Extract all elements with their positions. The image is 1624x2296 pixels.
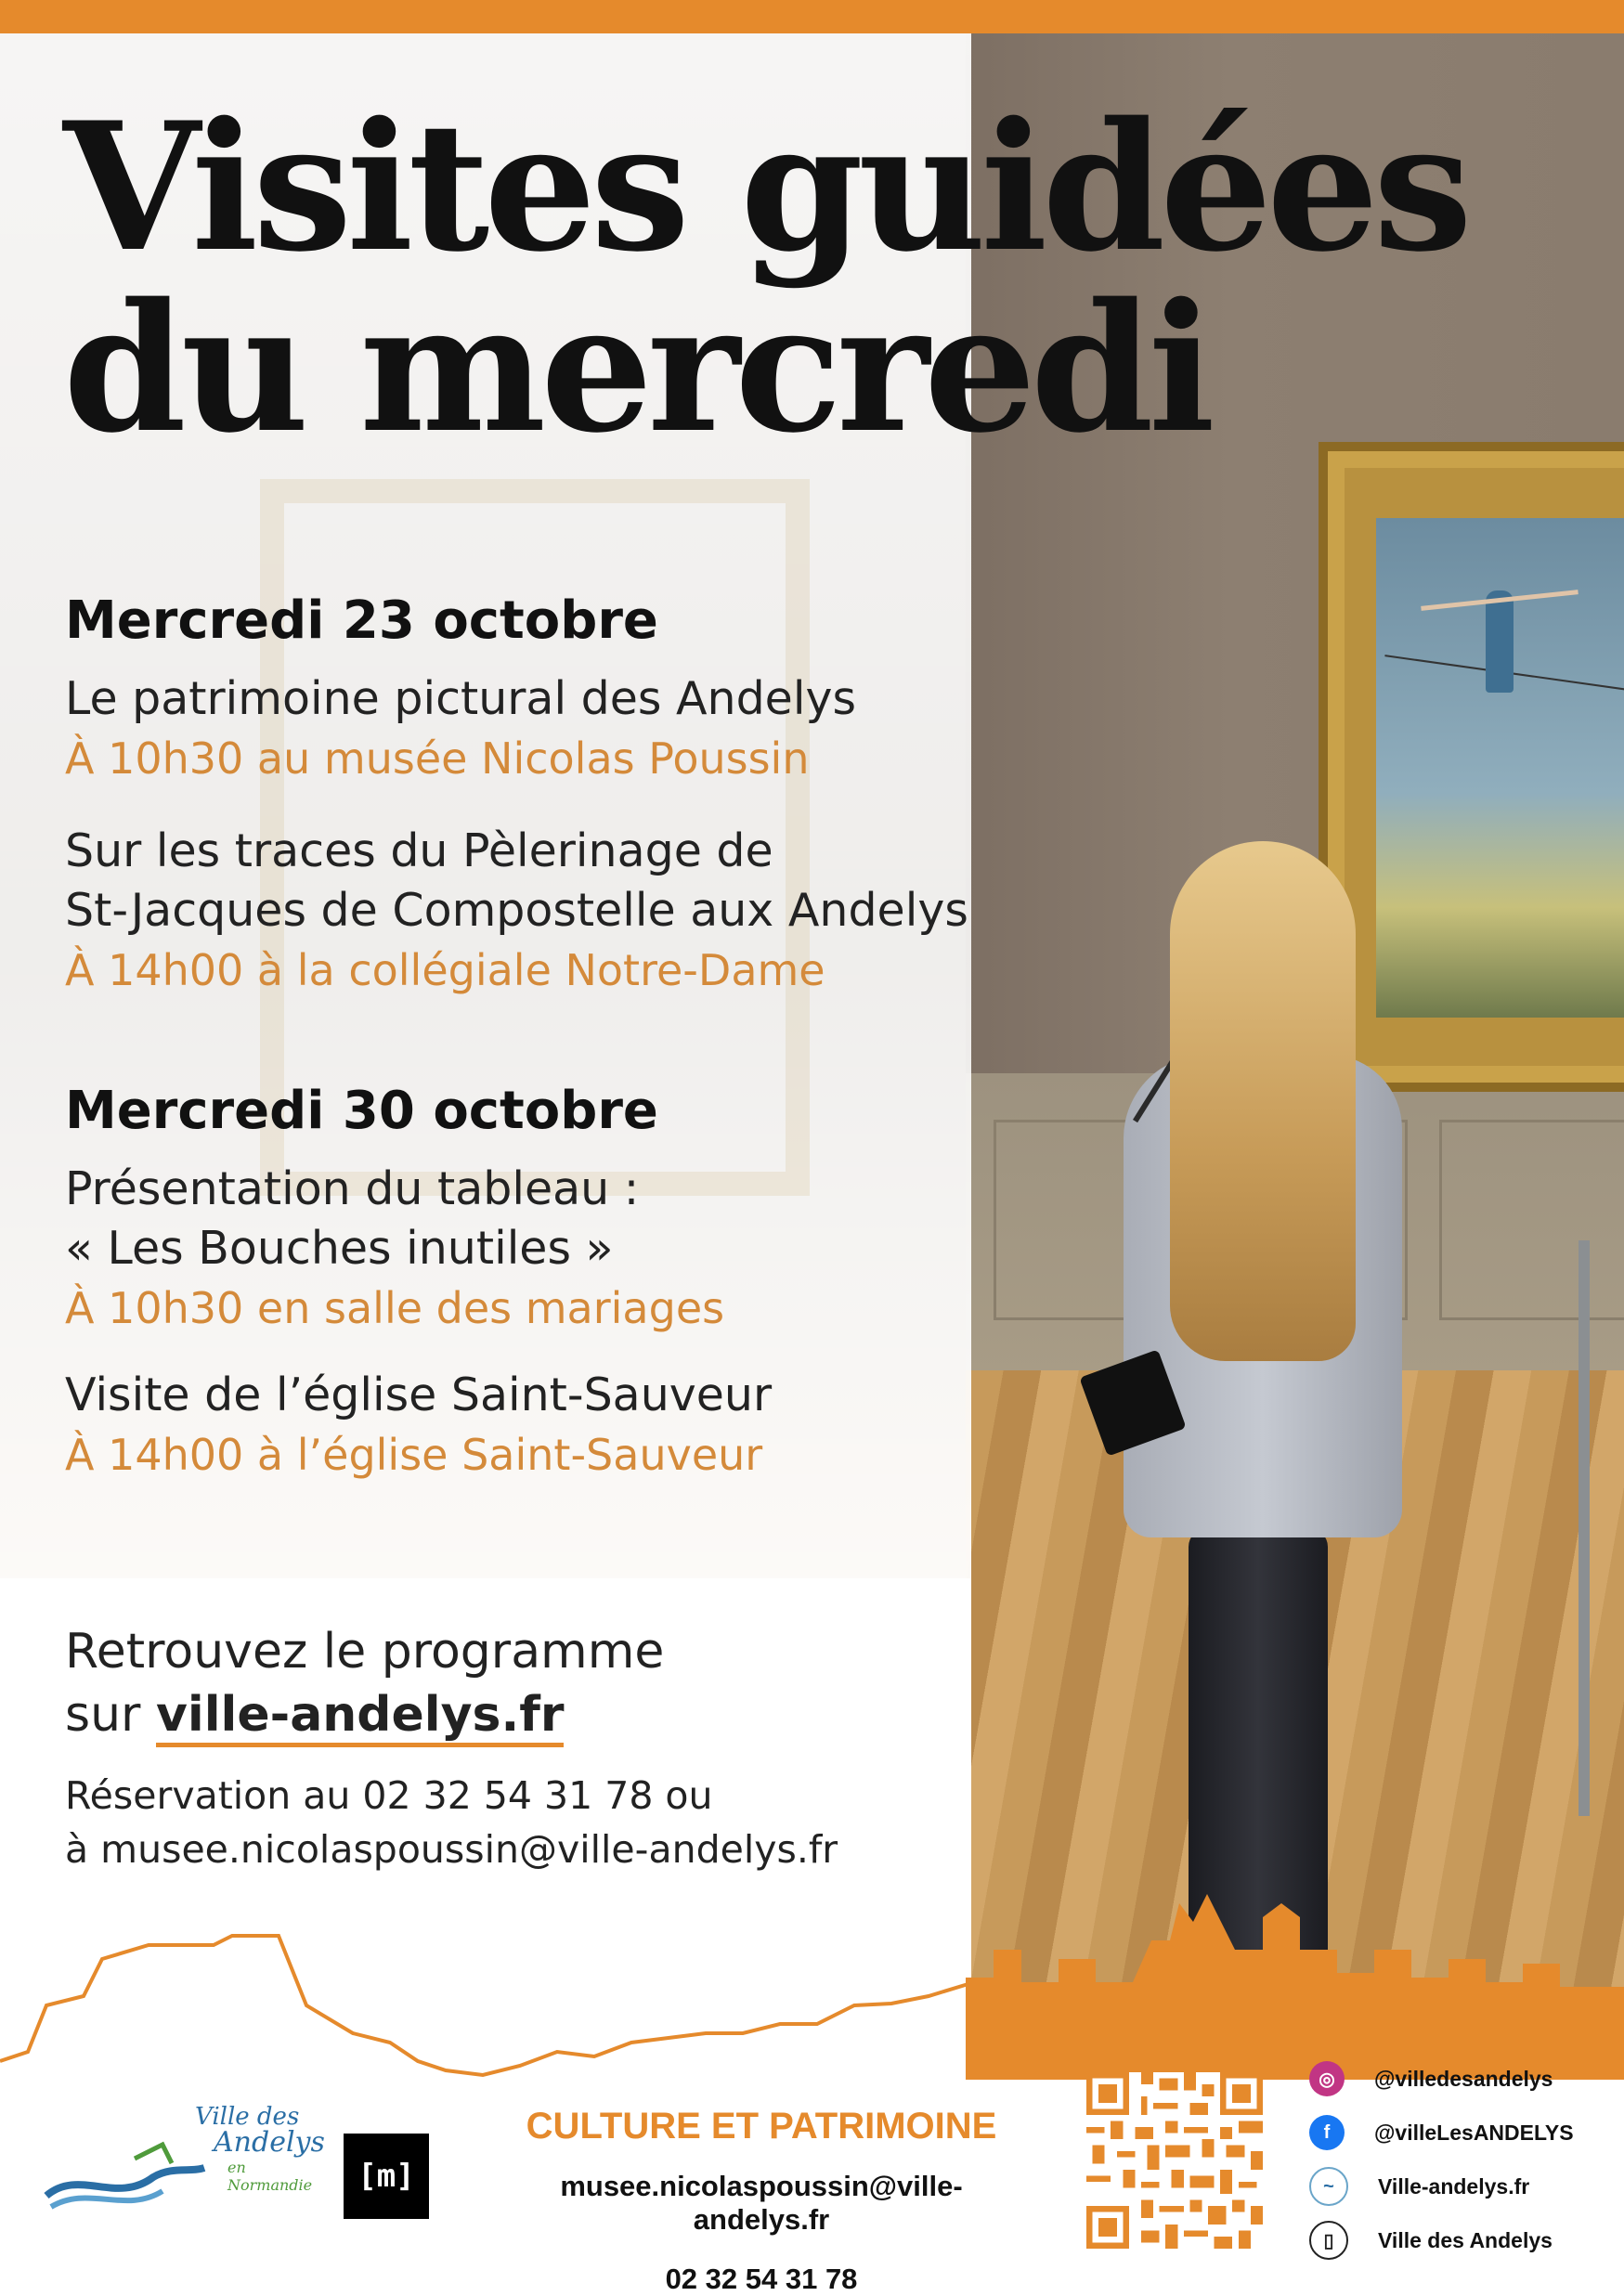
event-name: Présentation du tableau : (65, 1162, 640, 1215)
day-section-1 (65, 590, 968, 1000)
programme-prefix: sur (65, 1687, 156, 1743)
social-row[interactable] (1309, 2052, 1606, 2106)
programme-line: Retrouvez le programme (65, 1624, 665, 1680)
logo-text: Andelys (214, 2126, 325, 2159)
event-name: Sur les traces du Pèlerinage de (65, 824, 773, 877)
top-accent-bar (0, 0, 1624, 33)
reservation-info (65, 1769, 838, 1876)
event-time: À 10h30 en salle des mariages (65, 1283, 725, 1333)
barrier-post (1579, 1240, 1590, 1816)
contact-phone: 02 32 54 31 78 (665, 2263, 858, 2295)
social-row[interactable] (1309, 2160, 1606, 2213)
river-logo-icon (42, 2140, 209, 2214)
day-heading: Mercredi 23 octobre (65, 590, 658, 651)
social-label: Ville des Andelys (1378, 2227, 1553, 2252)
website-icon: ~ (1309, 2167, 1348, 2206)
title-line-2: du mercredi (63, 265, 1210, 472)
event-time: À 14h00 à l’église Saint-Sauveur (65, 1430, 763, 1480)
day-section-2 (65, 1081, 772, 1485)
event-time: À 10h30 au musée Nicolas Poussin (65, 733, 810, 784)
instagram-icon: ◎ (1309, 2061, 1345, 2096)
event-name: St-Jacques de Compostelle aux Andelys (65, 884, 968, 937)
website-link[interactable]: ville-andelys.fr (156, 1687, 565, 1747)
page-title (63, 84, 1549, 472)
social-label: @villedesandelys (1374, 2066, 1553, 2091)
woman-visitor (1068, 841, 1495, 2011)
skyline-outline (0, 1936, 971, 2075)
title-line-1: Visites guidées (63, 84, 1467, 291)
social-row[interactable] (1309, 2213, 1606, 2267)
day-heading: Mercredi 30 octobre (65, 1081, 658, 1141)
culture-heading: CULTURE ET PATRIMOINE (526, 2106, 997, 2147)
social-links (1309, 2052, 1606, 2267)
logo-text: en Normandie (227, 2159, 313, 2194)
mobile-app-icon: ▯ (1309, 2221, 1348, 2260)
logo-text: Ville des (195, 2103, 300, 2131)
social-row[interactable] (1309, 2106, 1606, 2160)
ville-des-andelys-logo (42, 2103, 325, 2261)
reservation-phone-line: Réservation au 02 32 54 31 78 ou (65, 1773, 713, 1818)
contact-email[interactable]: musee.nicolaspoussin@ville-andelys.fr (560, 2170, 963, 2236)
event-name: Le patrimoine pictural des Andelys (65, 672, 856, 725)
event-name: Visite de l’église Saint-Sauveur (65, 1369, 773, 1421)
facebook-icon: f (1309, 2115, 1345, 2150)
social-label: Ville-andelys.fr (1378, 2173, 1530, 2199)
social-label: @villeLesANDELYS (1374, 2120, 1574, 2145)
event-time: À 14h00 à la collégiale Notre-Dame (65, 945, 825, 995)
culture-contact (501, 2106, 1021, 2296)
musee-logo: [m] (344, 2134, 429, 2219)
qr-code[interactable] (1086, 2072, 1263, 2249)
event-name: « Les Bouches inutiles » (65, 1222, 614, 1275)
programme-callout (65, 1620, 664, 1746)
reservation-email-line: à musee.nicolaspoussin@ville-andelys.fr (65, 1827, 838, 1872)
